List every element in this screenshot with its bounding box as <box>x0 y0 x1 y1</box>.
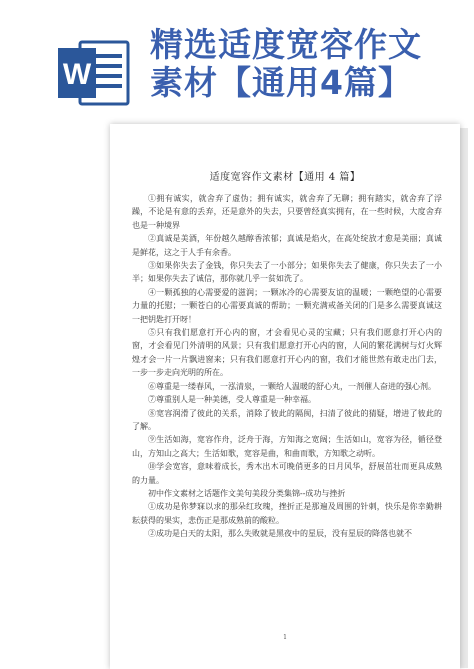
paragraph-9: ⑨生活如海，宽容作舟，泛舟于海，方知海之宽阔；生活如山，宽容为径，循径登山，方知山之高大；生活如歌，宽容是曲，和曲而歌，方知歌之动听。 <box>132 435 442 458</box>
document-page <box>110 124 460 669</box>
banner <box>0 0 474 118</box>
page-number: 1 <box>283 634 287 641</box>
document-title: 适度宽容作文素材【通用 4 篇】 <box>209 172 361 183</box>
paragraph-2: ②真诚是美酒，年份越久越醇香浓郁；真诚是焰火，在高处绽放才愈是美丽；真诚是鲜花，这之于人手有余香。 <box>132 234 442 257</box>
paragraph-4: ④一颗孤独的心需要爱的滋润；一颗冰冷的心需要友谊的温暖；一颗绝望的心需要力量的托慰；一颗苍白的心需要真诚的帮助；一颗充满戒备关闭的门是多么需要真诚这一把钥匙打开呀！ <box>132 287 442 324</box>
paragraph-10: ⑩学会宽容，意味着成长，秀木出木可晚俏更多的日月风华，舒展茁壮而更具成熟的力量。 <box>132 462 442 485</box>
document-body <box>132 192 442 541</box>
banner-title-line-2: 素材【通用4篇】 <box>150 63 412 102</box>
paragraph-8: ⑧宽容润滑了彼此的关系，消除了彼此的隔阂，扫清了彼此的猜疑，增进了彼此的了解。 <box>132 408 442 431</box>
paragraph-11: ①成功是你梦寐以求的那朵红玫瑰，挫折正是那遍及周围的针刺，快乐是你幸勤耕耘获得的果实，悲伤正是那成熟前的酸粒。 <box>132 502 442 525</box>
banner-title-line-1: 精选适度宽容作文 <box>150 25 422 64</box>
paragraph-1: ①拥有诚实，就舍弃了虚伪；拥有诚实，就舍弃了无聊；拥有踏实，就舍弃了浮躁，不论是有意的丢弃，还是意外的失去，只要曾经真实拥有，在一些时候，大度舍弃也是一种境界 <box>132 194 442 230</box>
word-icon-letter: W <box>62 58 92 91</box>
paragraph-5: ⑤只有我们愿意打开心内的窗，才会看见心灵的宝藏；只有我们愿意打开心内的窗，才会看见门外清明的风景；只有我们愿意打开心内的窗，人间的繁花满树与灯火辉煌才会一片一片飘进窗来；只有我们愿意打开心内的窗，我们才能世然有敢走出门去，一步一步走向光明的所在。 <box>132 328 442 378</box>
section-heading: 初中作文素材之话题作文美句美段分类集锦--成功与挫折 <box>148 488 346 498</box>
paragraph-3: ③如果你失去了金钱，你只失去了一小部分；如果你失去了健康，你只失去了一小半；如果你失去了诚信，那你就几乎一贫如洗了。 <box>132 261 442 284</box>
word-document-icon <box>58 40 130 106</box>
paragraph-6: ⑥尊重是一缕春风，一泓清泉，一颗给人温暖的舒心丸，一剂催人奋进的强心剂。 <box>148 381 436 391</box>
banner-title <box>150 26 465 102</box>
paragraph-7: ⑦尊重别人是一种美德，受人尊重是一种幸福。 <box>148 395 316 405</box>
paragraph-12: ②成功是白天的太阳，那么失败就是黑夜中的星辰，没有星辰的降落也就不 <box>148 529 412 539</box>
